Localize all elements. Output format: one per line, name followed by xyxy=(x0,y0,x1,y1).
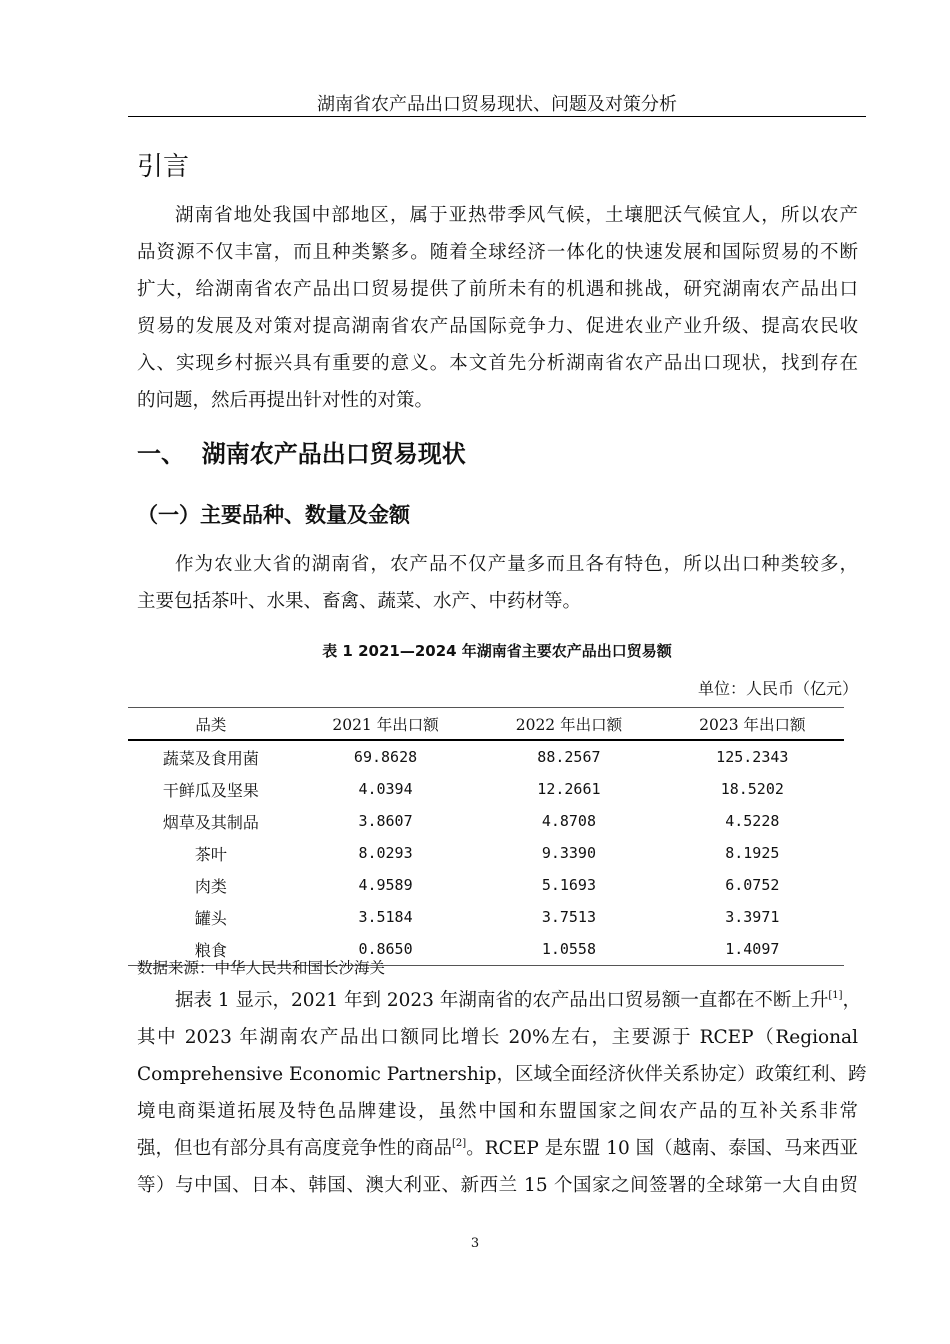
value-cell: 3.8607 xyxy=(358,812,413,830)
page-number: 3 xyxy=(470,1236,480,1251)
subsection-heading: （一）主要品种、数量及金额 xyxy=(137,503,410,527)
value-cell: 18.5202 xyxy=(720,780,784,798)
category-cell: 蔬菜及食用菌 xyxy=(162,748,259,768)
text: ， xyxy=(842,990,862,1011)
text: 境电商渠道拓展及特色品牌建设，虽然中国和东盟国家之间农产品的互补关系非常 xyxy=(137,1101,858,1122)
value-cell: 3.3971 xyxy=(725,908,780,926)
value-cell: 4.0394 xyxy=(358,780,413,798)
text-line: 贸易的发展及对策对提高湖南省农产品国际竞争力、促进农业产业升级、提高农民收 xyxy=(137,316,858,337)
export-table xyxy=(128,707,844,966)
category-cell: 粮食 xyxy=(128,933,294,966)
value-cell: 88.2567 xyxy=(537,748,601,766)
text: 。RCEP 是东盟 10 国（越南、泰国、马来西亚 xyxy=(466,1138,858,1159)
value-cell: 1.4097 xyxy=(661,933,844,966)
value-cell: 8.0293 xyxy=(358,844,413,862)
table-row xyxy=(128,837,844,869)
text-line xyxy=(137,982,862,1019)
col-header: 2021 年出口额 xyxy=(294,708,477,741)
text-line: 湖南省地处我国中部地区，属于亚热带季风气候，土壤肥沃气候宜人，所以农产 xyxy=(175,205,858,226)
value-cell: 69.8628 xyxy=(353,748,418,766)
text: 强，但也有部分具有高度竞争性的商品 xyxy=(137,1138,453,1159)
section-heading: 一、 湖南农产品出口贸易现状 xyxy=(137,440,466,468)
value-cell: 1.0558 xyxy=(477,933,660,966)
text-line xyxy=(137,1093,858,1130)
value-cell: 3.7513 xyxy=(541,908,596,926)
text-line xyxy=(137,1167,858,1204)
running-header: 湖南省农产品出口贸易现状、问题及对策分析 xyxy=(317,94,677,115)
text-line: 入、实现乡村振兴具有重要的意义。本文首先分析湖南省农产品出口现状，找到存在 xyxy=(137,353,858,374)
text: 其中 2023 年湖南农产品出口额同比增长 20%左右，主要源于 RCEP（Regional xyxy=(137,1027,858,1048)
text: 等）与中国、日本、韩国、澳大利亚、新西兰 15 个国家之间签署的全球第一大自由贸 xyxy=(137,1175,858,1196)
value-cell: 12.2661 xyxy=(537,780,601,798)
text-line: 品资源不仅丰富，而且种类繁多。随着全球经济一体化的快速发展和国际贸易的不断 xyxy=(137,242,858,263)
text-line: 扩大，给湖南省农产品出口贸易提供了前所未有的机遇和挑战，研究湖南农产品出口 xyxy=(137,279,858,300)
table-row xyxy=(128,901,844,933)
category-cell: 罐头 xyxy=(194,908,227,928)
value-cell: 125.2343 xyxy=(716,748,789,766)
table-caption: 表 1 2021—2024 年湖南省主要农产品出口贸易额 xyxy=(322,642,672,660)
table-row xyxy=(128,869,844,901)
category-cell: 肉类 xyxy=(194,876,227,896)
value-cell: 5.1693 xyxy=(541,876,596,894)
text-line: 作为农业大省的湖南省，农产品不仅产量多而且各有特色，所以出口种类较多， xyxy=(175,554,858,575)
value-cell: 3.5184 xyxy=(358,908,413,926)
table-row xyxy=(128,740,844,773)
table-row xyxy=(128,805,844,837)
category-cell: 干鲜瓜及坚果 xyxy=(162,780,259,800)
header-divider xyxy=(128,116,866,117)
col-header: 品类 xyxy=(128,708,294,741)
text: Comprehensive Economic Partnership，区域全面经济伙伴关系协定）政策红利、跨 xyxy=(137,1064,867,1085)
intro-paragraph xyxy=(137,197,858,419)
table-unit: 单位：人民币（亿元） xyxy=(697,679,858,698)
analysis-paragraph xyxy=(137,982,867,1204)
value-cell: 0.8650 xyxy=(294,933,477,966)
value-cell: 6.0752 xyxy=(725,876,780,894)
text-line: 的问题，然后再提出针对性的对策。 xyxy=(137,390,434,411)
intro-heading: 引言 xyxy=(137,152,190,182)
text-line xyxy=(137,1019,858,1056)
value-cell: 4.9589 xyxy=(358,876,413,894)
value-cell: 9.3390 xyxy=(541,844,596,862)
table-header-row xyxy=(128,708,844,741)
value-cell: 4.5228 xyxy=(725,812,780,830)
text-line: 主要包括茶叶、水果、畜禽、蔬菜、水产、中药材等。 xyxy=(137,591,582,612)
table-row xyxy=(128,773,844,805)
citation-ref[interactable]: [1] xyxy=(828,990,843,1001)
table-source: 数据来源：中华人民共和国长沙海关 xyxy=(137,959,386,977)
subsection-paragraph xyxy=(137,546,858,620)
category-cell: 茶叶 xyxy=(194,844,227,864)
col-header: 2022 年出口额 xyxy=(477,708,660,741)
col-header: 2023 年出口额 xyxy=(661,708,844,741)
citation-ref[interactable]: [2] xyxy=(452,1138,467,1149)
text: 据表 1 显示，2021 年到 2023 年湖南省的农产品出口贸易额一直都在不断上升 xyxy=(175,990,829,1011)
category-cell: 烟草及其制品 xyxy=(162,812,259,832)
value-cell: 4.8708 xyxy=(541,812,596,830)
text-line xyxy=(137,1056,867,1093)
value-cell: 8.1925 xyxy=(725,844,780,862)
text-line xyxy=(137,1130,858,1167)
